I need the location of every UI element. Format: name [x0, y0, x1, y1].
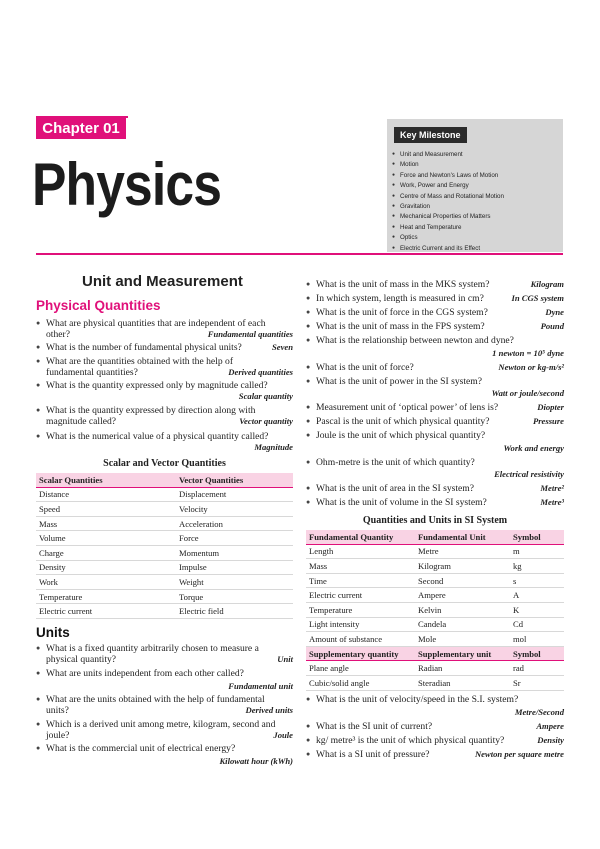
table-row: Time Second s: [306, 573, 564, 588]
table-row: Cubic/solid angle Steradian Sr: [306, 675, 564, 690]
table-row: Density Impulse: [36, 560, 293, 575]
answer: In CGS system: [511, 293, 564, 303]
table-row: Length Metre m: [306, 544, 564, 559]
answer: Metre³: [540, 497, 564, 507]
header-divider: [36, 253, 563, 255]
answer: Unit: [277, 654, 293, 664]
milestone-item: ● Force and Newton's Laws of Motion: [392, 170, 504, 180]
table-title-si: Quantities and Units in SI System: [362, 515, 508, 526]
milestone-item: ● Unit and Measurement: [392, 149, 504, 159]
table-row: Charge Momentum: [36, 545, 293, 560]
milestone-item: ● Centre of Mass and Rotational Motion: [392, 191, 504, 201]
table-row: Amount of substance Mole mol: [306, 632, 564, 647]
answer: Scalar quantity: [238, 391, 293, 401]
table-row: Temperature Torque: [36, 589, 293, 604]
answer: Diopter: [537, 402, 564, 412]
answer: Kilogram: [530, 279, 564, 289]
physical-quantities-heading: Physical Quantities: [36, 298, 161, 313]
table-title-scalar-vector: Scalar and Vector Quantities: [103, 458, 226, 469]
answer: Vector quantity: [239, 416, 293, 426]
answer: Joule: [273, 730, 293, 740]
milestone-item: ● Optics: [392, 232, 504, 242]
answer: Electrical resistivity: [494, 469, 564, 479]
scalar-vector-table: [36, 473, 293, 619]
table-row: Mass Acceleration: [36, 516, 293, 531]
milestone-item: ● Electric Current and its Effect: [392, 243, 504, 253]
key-milestone-title: Key Milestone: [394, 127, 467, 143]
table-row: Volume Force: [36, 531, 293, 546]
table-row: Mass Kilogram kg: [306, 559, 564, 574]
si-units-table: [306, 530, 564, 691]
answer: Pressure: [532, 416, 564, 426]
table-row: Work Weight: [36, 575, 293, 590]
answer: 1 newton = 10⁵ dyne: [492, 348, 564, 358]
table-header: Fundamental Quantity: [306, 530, 415, 544]
units-heading: Units: [36, 625, 70, 640]
table-header: Vector Quantities: [176, 473, 293, 487]
table-header: Symbol: [510, 530, 564, 544]
milestone-item: ● Motion: [392, 159, 504, 169]
table-row: Plane angle Radian rad: [306, 661, 564, 676]
answer: Fundamental unit: [228, 681, 293, 691]
table-row: Electric current Ampere A: [306, 588, 564, 603]
answer: Derived quantities: [228, 367, 293, 377]
table-header: Fundamental Unit: [415, 530, 510, 544]
answer: Watt or joule/second: [491, 388, 564, 398]
answer: Ampere: [536, 721, 564, 731]
table-row: Speed Velocity: [36, 502, 293, 517]
table-row: Light intensity Candela Cd: [306, 617, 564, 632]
answer: Derived units: [245, 705, 293, 715]
answer: Kilowatt hour (kWh): [219, 756, 293, 766]
page-title: Physics: [32, 151, 222, 218]
answer: Metre²: [540, 483, 564, 493]
answer: Newton per square metre: [474, 749, 564, 759]
section-heading-unit-measurement: Unit and Measurement: [82, 273, 243, 290]
milestone-item: ● Mechanical Properties of Matters: [392, 211, 504, 221]
answer: Work and energy: [503, 443, 564, 453]
milestone-item: ● Work, Power and Energy: [392, 180, 504, 190]
table-row: Electric current Electric field: [36, 604, 293, 619]
answer: Newton or kg-m/s²: [498, 362, 564, 372]
milestone-item: ● Heat and Temperature: [392, 222, 504, 232]
answer: Pound: [540, 321, 564, 331]
answer: Dyne: [545, 307, 564, 317]
answer: Magnitude: [254, 442, 293, 452]
answer: Fundamental quantities: [207, 329, 293, 339]
key-milestone-list: [392, 149, 504, 253]
table-row: Distance Displacement: [36, 487, 293, 502]
table-row: Temperature Kelvin K: [306, 602, 564, 617]
chapter-label: Chapter 01: [36, 118, 126, 139]
answer: Density: [537, 735, 564, 745]
answer: Metre/Second: [514, 707, 564, 717]
table-subheader-row: Supplementary quantity Supplementary unit Symbol: [306, 646, 564, 661]
milestone-item: ● Gravitation: [392, 201, 504, 211]
answer: Seven: [271, 342, 293, 352]
table-header: Scalar Quantities: [36, 473, 176, 487]
